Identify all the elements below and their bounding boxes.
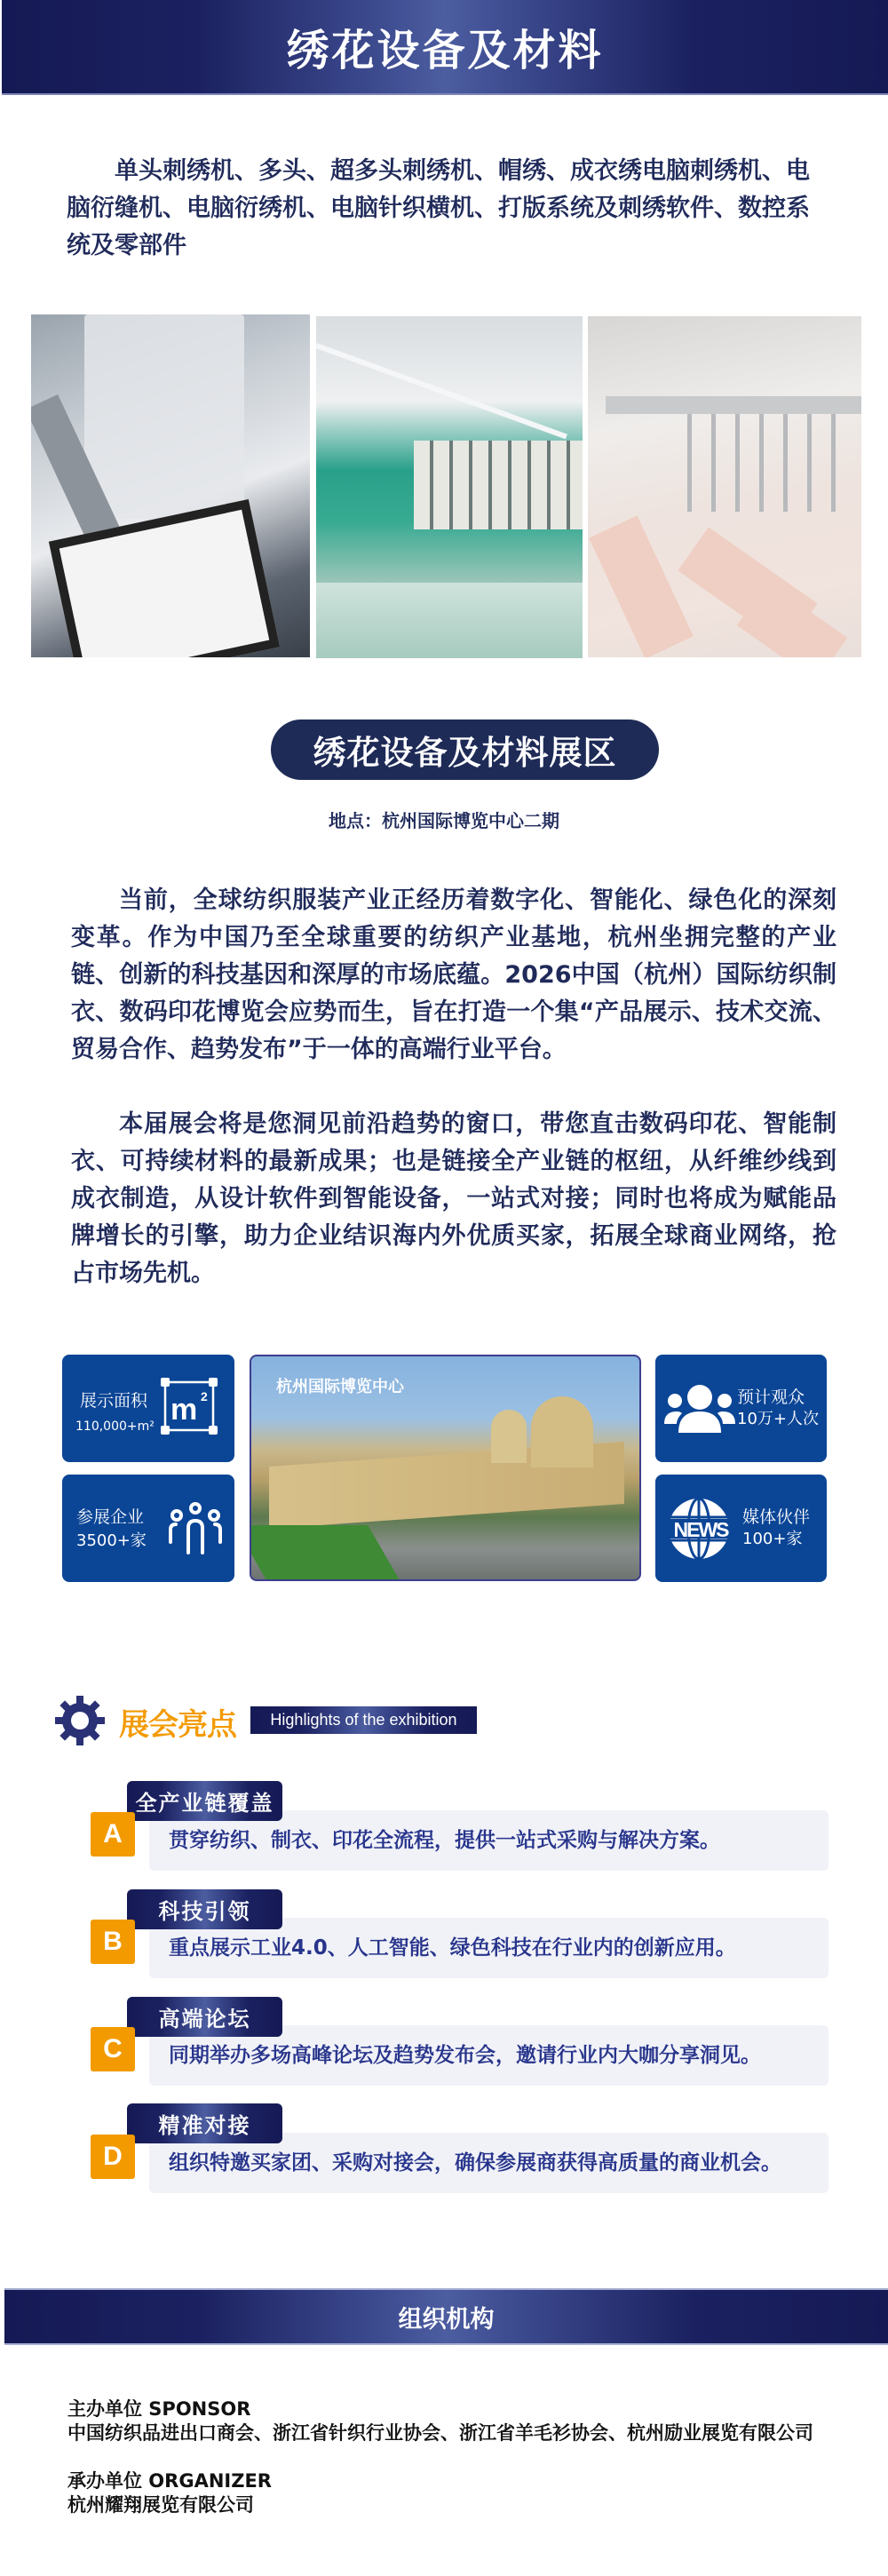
- product-scope-text: 单头刺绣机、多头、超多头刺绣机、帽绣、成衣绣电脑刺绣机、电脑衍缝机、电脑衍绣机、电脑针织横机、打版系统及刺绣软件、数控系统及零部件: [67, 157, 810, 259]
- highlights-title-en: Highlights of the exhibition: [270, 1711, 457, 1729]
- body-paragraph: 当前，全球纺织服装产业正经历着数字化、智能化、绿色化的深刻变革。作为中国乃至全球重要的纺织产业基地，杭州坐拥完整的产业链、创新的科技基因和深厚的市场底蕴。2026中国（杭州）国际纺织制衣、数码印花博览会应势而生，旨在打造一个集“产品展示、技术交流、贸易合作、趋势发布”于一体的高端行业平台。: [71, 886, 836, 1063]
- stat-value: 100+家: [742, 1530, 803, 1548]
- organizers-title: 组织机构: [398, 2305, 495, 2334]
- highlight-letter-badge: B: [91, 1920, 135, 1964]
- highlight-letter-badge: A: [91, 1812, 135, 1856]
- zone-title-pill: [271, 720, 659, 780]
- stat-card-visitors: [655, 1355, 827, 1462]
- area-m2-icon: [160, 1377, 218, 1435]
- stat-label: 参展企业: [76, 1507, 145, 1527]
- highlight-text: 重点展示工业4.0、人工智能、绿色科技在行业内的创新应用。: [169, 1936, 736, 1960]
- svg-text:2: 2: [201, 1389, 208, 1403]
- photo-single-head-machine: [31, 314, 310, 657]
- highlights-title-en-banner: [250, 1706, 477, 1734]
- news-globe-icon: [666, 1496, 735, 1562]
- sponsor-label: 主办单位 SPONSOR: [67, 2398, 251, 2420]
- photo-needles-labels: [588, 316, 861, 657]
- highlight-item-a-title: 全产业链覆盖: [127, 1781, 282, 1821]
- highlights-title-cn: 展会亮点: [119, 1707, 236, 1743]
- highlight-text: 同期举办多场高峰论坛及趋势发布会，邀请行业内大咖分享洞见。: [169, 2044, 761, 2067]
- sponsor-value: 中国纺织品进出口商会、浙江省针织行业协会、浙江省羊毛衫协会、杭州励业展览有限公司: [67, 2422, 813, 2444]
- photo-multi-head-line: [316, 316, 583, 658]
- stat-value: 3500+家: [76, 1531, 147, 1550]
- stat-label: 媒体伙伴: [742, 1507, 811, 1527]
- highlight-item-c-title: 高端论坛: [127, 1997, 282, 2037]
- highlight-text: 组织特邀买家团、采购对接会，确保参展商获得高质量的商业机会。: [169, 2151, 781, 2174]
- venue-photo: [250, 1355, 641, 1581]
- organizer-label: 承办单位 ORGANIZER: [67, 2470, 272, 2492]
- stat-label: 预计观众: [737, 1387, 805, 1407]
- svg-text:m: m: [170, 1393, 198, 1427]
- zone-title: 绣花设备及材料展区: [313, 734, 617, 772]
- page-title: 绣花设备及材料: [286, 26, 604, 76]
- highlight-letter-badge: D: [91, 2135, 135, 2179]
- highlight-item-d-title: 精准对接: [127, 2103, 282, 2143]
- highlight-item-b-title: 科技引领: [127, 1889, 282, 1929]
- stat-card-exhibitors: [62, 1475, 234, 1582]
- stat-value: 10万+人次: [737, 1410, 819, 1428]
- organizers-banner: [4, 2288, 888, 2345]
- stat-card-area: [62, 1355, 234, 1462]
- svg-text:NEWS: NEWS: [673, 1518, 728, 1541]
- zone-location: 地点：杭州国际博览中心二期: [329, 810, 559, 831]
- highlight-text: 贯穿纺织、制衣、印花全流程，提供一站式采购与解决方案。: [169, 1829, 720, 1852]
- gear-icon: [55, 1696, 105, 1745]
- stat-label: 展示面积: [80, 1391, 148, 1411]
- audience-icon: [664, 1381, 735, 1435]
- highlight-letter-badge: C: [91, 2027, 135, 2071]
- venue-label: 杭州国际博览中心: [276, 1378, 404, 1396]
- organizer-value: 杭州耀翔展览有限公司: [67, 2494, 254, 2516]
- body-paragraph: 本届展会将是您洞见前沿趋势的窗口，带您直击数码印花、智能制衣、可持续材料的最新成果；也是链接全产业链的枢纽，从纤维纱线到成衣制造，从设计软件到智能设备，一站式对接；同时也将成为赋能品牌增长的引擎，助力企业结识海内外优质买家，拓展全球商业网络，抢占市场先机。: [71, 1110, 836, 1287]
- header-banner: [2, 0, 888, 95]
- people-group-icon: [167, 1501, 224, 1558]
- stat-value: 110,000+m²: [75, 1419, 155, 1434]
- stat-card-media: [655, 1475, 827, 1582]
